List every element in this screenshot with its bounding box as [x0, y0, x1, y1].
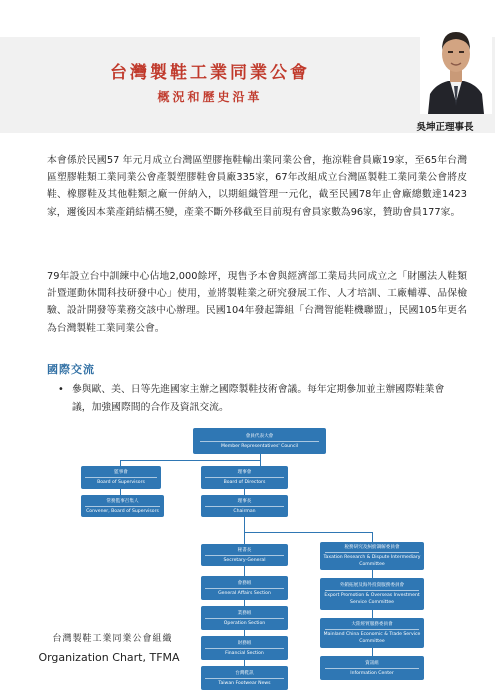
connector-line: [244, 532, 372, 533]
history-paragraph-2: 79年設立台中訓練中心佔地2,000餘坪，現售予本會與經濟部工業局共同成立之「財團法人鞋類計暨運動休閒科技研發中心」使用，並將製鞋業之研究發展工作、人才培訓、工廠輔導、品保檢驗、設計開發等業務交該中心辦理。民國104年發起籌組「台灣智能鞋機聯盟」，民國105年更名為台灣製鞋工業同業公會。: [47, 271, 467, 334]
connector-line: [372, 570, 373, 578]
org-node-secretary-general: 秘書長 Secretary-General: [201, 544, 288, 566]
connector-line: [372, 610, 373, 618]
org-node-supervisors-convener: 常務監事召集人 Convener, Board of Supervisors: [81, 495, 164, 517]
org-node-general-affairs: 會務組 General Affairs Section: [201, 576, 288, 600]
org-node-board-of-supervisors: 監事會 Board of Supervisors: [81, 466, 161, 489]
section-heading-international: 國際交流: [47, 363, 95, 376]
chairman-photo: [420, 14, 492, 114]
history-paragraph-1: 本會係於民國57 年元月成立台灣區塑膠拖鞋輸出業同業公會，拖涼鞋會員廠19家，至65年台灣區塑膠鞋類工業同業公會產製塑膠鞋會員廠335家，67年改組成立台灣區製鞋工業同業公會將皮鞋、橡膠鞋及其他鞋類之廠一併納入，以期組織管理一元化，截至民國78年止會廠總數達1423家，邇後因本業產銷結構丕變，產業不斷外移截至目前現有會員家數為96家，贊助會員177家。: [47, 155, 467, 218]
org-node-china-committee: 大陸經貿服務委員會 Mainland China Economic & Trade Service Committee: [320, 618, 424, 648]
org-node-export-committee: 外銷拓展及海外投資服務委員會 Export Promotion & Overseas Investment Service Committee: [320, 578, 424, 610]
connector-line: [372, 648, 373, 656]
org-node-information-center: 資訊組 Information Center: [320, 656, 424, 680]
bullet-dot-icon: •: [58, 384, 64, 395]
org-chart-caption-zh: 台灣製鞋工業同業公會組織: [52, 634, 173, 644]
portrait-image: [420, 14, 492, 114]
org-node-chairman: 理事長 Chairman: [201, 495, 288, 517]
chairman-caption: 吳坤正理事長: [416, 122, 474, 133]
org-node-board-of-directors: 理事會 Board of Directors: [201, 466, 288, 489]
page-subtitle: 概況和歷史沿革: [157, 90, 263, 104]
org-node-taxation-committee: 稅務研究及糾紛調解委員會 Taxation Research & Dispute Intermediary Committee: [320, 542, 424, 570]
bullet-item: [58, 381, 463, 417]
org-node-footwear-news: 台灣鞋訊 Taiwan Footwear News: [201, 666, 288, 690]
org-node-financial: 財務組 Financial Section: [201, 636, 288, 660]
connector-line: [372, 532, 373, 542]
page-title: 台灣製鞋工業同業公會: [110, 63, 310, 83]
org-node-operation: 業務組 Operation Section: [201, 606, 288, 630]
org-node-member-council: 會員代表大會 Member Representatives' Council: [193, 428, 326, 454]
connector-line: [244, 566, 245, 576]
org-chart-caption-en: Organization Chart, TFMA: [38, 651, 180, 664]
bullet-text: 參與歐、美、日等先進國家主辦之國際製鞋技術會議。每年定期參加並主辦國際鞋業會議，加強國際間的合作及資訊交流。: [72, 384, 445, 413]
connector-line: [120, 460, 260, 461]
connector-line: [260, 454, 261, 466]
connector-line: [244, 517, 245, 544]
